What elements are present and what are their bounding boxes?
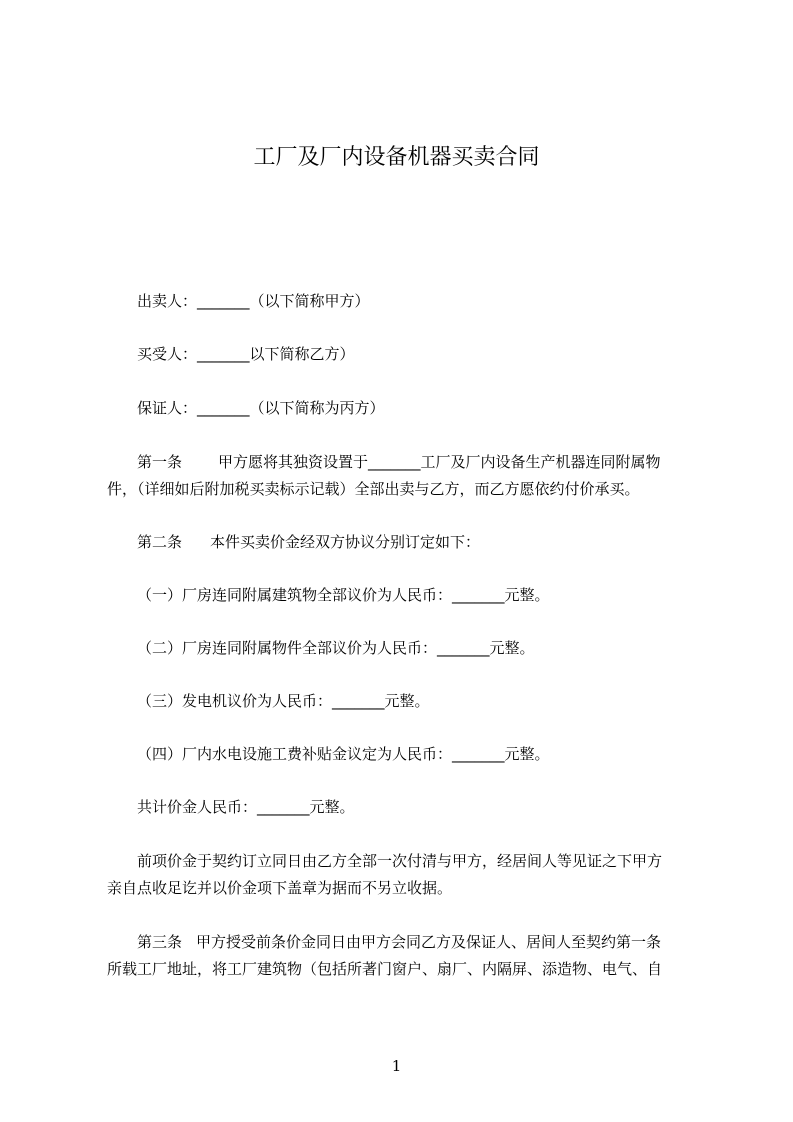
price-total: 共计价金人民币：_______元整。: [137, 798, 355, 816]
article1-line1: [137, 452, 707, 472]
article1-text-line1: 甲方愿将其独资设置于_______工厂及厂内设备生产机器连同附属物: [218, 453, 661, 471]
article3-text-line2: 所载工厂地址，将工厂建筑物（包括所著门窗户、扇厂、内隔屏、添造物、电气、自: [107, 960, 663, 978]
article1-heading: 第一条: [137, 453, 183, 471]
payment-clause-line1: 前项价金于契约订立同日由乙方全部一次付清与甲方，经居间人等见证之下甲方: [137, 852, 663, 870]
price-item-4: （四）厂内水电设施工费补贴金议定为人民币：_______元整。: [137, 745, 550, 763]
article3-heading: 第三条: [137, 933, 183, 951]
price-item-1: （一）厂房连同附属建筑物全部议价为人民币：_______元整。: [137, 586, 550, 604]
article2-heading: 第二条: [137, 533, 183, 551]
contract-title: 工厂及厂内设备机器买卖合同: [253, 145, 540, 170]
article3-text-line1: 甲方授受前条价金同日由甲方会同乙方及保证人、居间人至契约第一条: [196, 933, 662, 951]
payment-clause-line2: 亲自点收足讫并以价金项下盖章为据而不另立收据。: [107, 879, 453, 897]
buyer-line: 买受人：_______以下简称乙方）: [137, 345, 355, 363]
article2-intro: 本件买卖价金经双方协议分别订定如下：: [210, 533, 481, 551]
price-item-2: （二）厂房连同附属物件全部议价为人民币：_______元整。: [137, 639, 535, 657]
seller-line: 出卖人：_______（以下简称甲方）: [137, 292, 370, 310]
price-item-3: （三）发电机议价为人民币：_______元整。: [137, 692, 430, 710]
page-number: 1: [391, 1057, 402, 1075]
article3-line1: [137, 932, 707, 952]
article2-intro-line: [137, 532, 707, 552]
article1-text-line2: 件，（详细如后附加税买卖标示记载）全部出卖与乙方，而乙方愿依约付价承买。: [107, 480, 640, 498]
guarantor-line: 保证人：_______（以下简称为丙方）: [137, 399, 385, 417]
